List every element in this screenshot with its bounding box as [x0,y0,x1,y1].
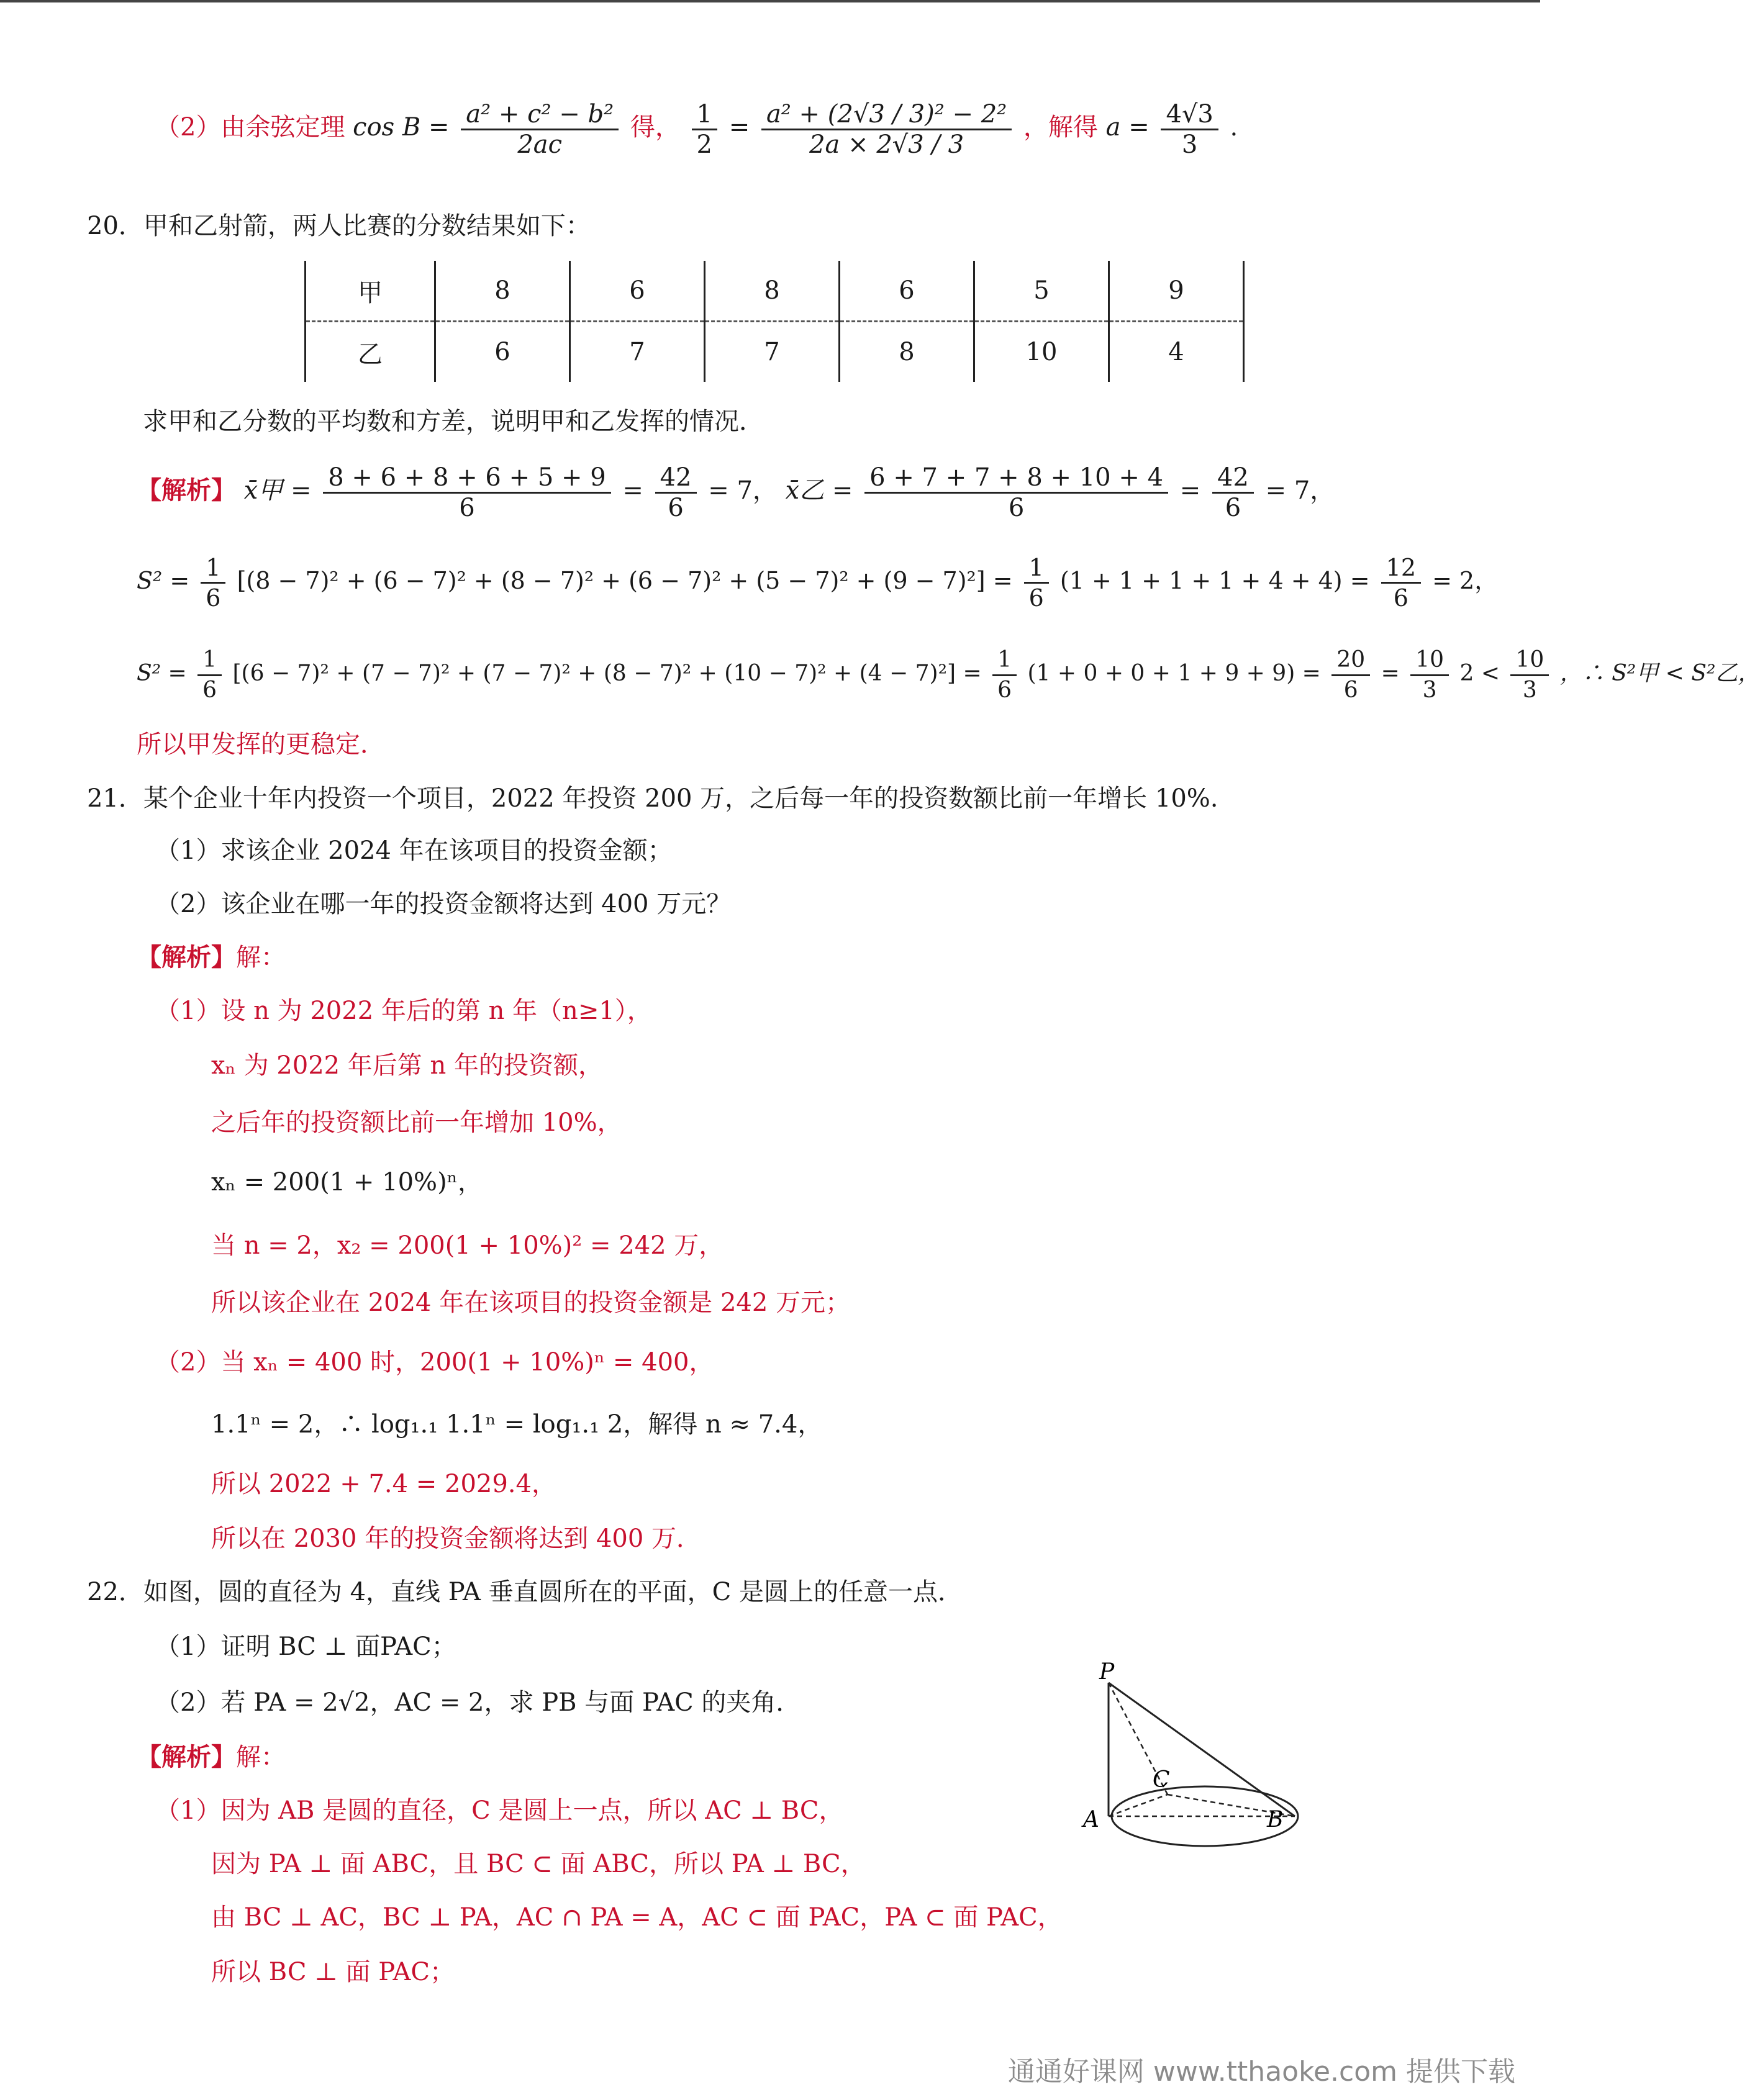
q21-s9: 所以 2022 + 7.4 = 2029.4， [211,1470,556,1498]
q22-s3: 由 BC ⊥ AC，BC ⊥ PA，AC ∩ PA = A，AC ⊂ 面 PAC，PA ⊂ 面 PAC， [211,1903,1063,1932]
sub-fraction [761,100,1012,159]
one-sixth-den: 6 [1028,584,1044,612]
score-cell: 8 [705,261,840,322]
q20-var-yi-line: S² = $\frac{1}{6}$ [(6 − 7)² + (7 − 7)² + (7 − 7)² + (8 − 7)² + (10 − 7)² + (4 − 7)²] = $\frac{1}{6}$ (1 + 0 + 0 + 1 + 9 + 9) = $\frac{20}{6}$ = $\frac{10}{3}$ 2 < $\frac{10}{3}$ ，∴ S²甲 < S²乙， [137,640,1760,708]
var-jia-den: 6 [1393,584,1408,612]
var-yi-lhs: S² = [137,661,187,686]
mean-jia-frac [323,463,610,522]
label-B: B [1267,1807,1284,1832]
mean-jia-mid-num: 42 [655,463,697,494]
q20-question: 求甲和乙分数的平均数和方差，说明甲和乙发挥的情况． [143,407,764,436]
half-fraction [692,100,717,159]
cos-num: a² + c² − b² [461,100,619,130]
var-yi-sum: (1 + 0 + 0 + 1 + 9 + 9) = [1027,661,1321,686]
cos-lhs: cos B = [353,113,450,142]
score-cell: 6 [570,261,705,322]
mean-jia-mid-den: 6 [668,493,684,522]
top-rule [0,0,1540,2]
mean-jia-num: 8 + 6 + 8 + 6 + 5 + 9 [323,463,610,494]
q22-s4: 所以 BC ⊥ 面 PAC； [211,1958,455,1986]
one-sixth-num: 1 [1024,553,1049,584]
q20-means-line: 【解析】 x̄甲 = $\frac{8 + 6 + 8 + 6 + 5 + 9}{6}$ = $\frac{42}{6}$ = 7， x̄乙 = $\frac{6 + 7 + 7 + 8 + 10 + 4}{6}$ = $\frac{42}{6}$ = 7， [137,463,1335,522]
sub-den: 2a × 2√3 / 3 [809,130,964,159]
mean-jia-den: 6 [459,493,475,522]
q22-part1: （1）证明 BC ⊥ 面PAC； [155,1632,456,1661]
mean-yi-num: 6 + 7 + 7 + 8 + 10 + 4 [864,463,1168,494]
mean-yi-lhs: x̄乙 = [785,476,853,505]
cos-den: 2ac [517,130,563,159]
half-den: 2 [696,130,712,159]
one-sixth-num: 1 [197,646,222,676]
one-sixth [201,553,225,612]
q21-part1: （1）求该企业 2024 年在该项目的投资金额； [155,836,673,865]
label-A: A [1083,1807,1099,1832]
solution-jie: 解： [236,943,286,972]
score-cell: 7 [570,322,705,382]
a-fraction [1161,100,1218,159]
score-cell: 10 [974,322,1109,382]
var-yi-cmp-den: 3 [1522,677,1537,703]
a-den: 3 [1181,130,1198,159]
var-jia-sum: (1 + 1 + 1 + 1 + 4 + 4) = [1059,567,1370,594]
var-yi-num2: 10 [1410,646,1449,676]
mean-yi-frac [864,463,1168,522]
q21-s6: 所以该企业在 2024 年在该项目的投资金额是 242 万元； [211,1288,851,1317]
row-label-jia: 甲 [306,261,435,322]
var-jia-body: [(8 − 7)² + (6 − 7)² + (8 − 7)² + (6 − 7)² + (5 − 7)² + (9 − 7)²] = [237,567,1013,594]
var-yi-cmp-frac [1510,646,1549,705]
one-sixth-den: 6 [997,677,1012,703]
q22-part2: （2）若 PA = 2√2，AC = 2，求 PB 与面 PAC 的夹角． [155,1688,801,1717]
table-row [306,322,1244,382]
q21-s2: xₙ 为 2022 年后第 n 年的投资额， [211,1051,603,1080]
end-dot: . [1230,113,1238,142]
q20-conclusion: 所以甲发挥的更稳定． [137,730,385,759]
q19-part2-line [155,62,1238,192]
cos-fraction [461,100,619,159]
mean-yi-den: 6 [1008,493,1025,522]
table-row [306,261,1244,322]
q21-s5: 当 n = 2，x₂ = 200(1 + 10%)² = 242 万， [211,1231,724,1260]
var-jia-res: = 2， [1432,567,1499,594]
q21-s8: 1.1ⁿ = 2，∴ log₁.₁ 1.1ⁿ = log₁.₁ 2，解得 n ≈ 7.4， [211,1410,823,1439]
var-yi-den2: 3 [1422,677,1437,703]
row-label-yi: 乙 [306,322,435,382]
q21-stem: 21．某个企业十年内投资一个项目，2022 年投资 200 万，之后每一年的投资数额比前一年增长 10%. [87,784,1218,813]
mean-yi-mid-frac [1212,463,1254,522]
score-table [304,261,1245,382]
q22-s1: （1）因为 AB 是圆的直径，C 是圆上一点，所以 AC ⊥ BC， [155,1796,844,1825]
score-cell: 6 [435,322,570,382]
mean-jia-mid-frac [655,463,697,522]
solution-jie: 解： [236,1743,286,1772]
one-sixth-num: 1 [992,646,1017,676]
watermark: 通通好课网 www.tthaoke.com 提供下载 [1007,2056,1515,2088]
a-num: 4√3 [1161,100,1218,130]
score-cell: 6 [840,261,974,322]
eq-sign: = [728,113,750,142]
score-cell: 4 [1109,322,1244,382]
score-cell: 9 [1109,261,1244,322]
label-P: P [1099,1659,1115,1685]
q19-prefix: （2）由余弦定理 [155,113,345,142]
q21-s3: 之后年的投资额比前一年增加 10%， [211,1108,622,1137]
one-sixth [992,646,1017,705]
score-cell: 8 [435,261,570,322]
var-yi-den1: 6 [1343,677,1358,703]
q21-part2: （2）该企业在哪一年的投资金额将达到 400 万元？ [155,890,732,918]
de-text: 得， [630,113,680,142]
var-jia-lhs: S² = [137,567,190,594]
mean-jia-lhs: x̄甲 = [243,476,312,505]
q21-solution-head [137,943,286,972]
jiede-text: ，解得 [1023,113,1098,142]
score-cell: 8 [840,322,974,382]
half-num: 1 [692,100,717,130]
var-yi-cmp-num: 10 [1510,646,1549,676]
one-sixth [1024,553,1049,612]
var-yi-frac1 [1331,646,1370,705]
var-yi-concl: ，∴ S²甲 < S²乙， [1559,661,1760,686]
one-sixth-den: 6 [206,584,221,612]
label-C: C [1153,1767,1170,1793]
score-cell: 5 [974,261,1109,322]
var-yi-num1: 20 [1331,646,1370,676]
q20-stem: 20．甲和乙射箭，两人比赛的分数结果如下： [87,212,591,240]
var-jia-frac [1381,553,1421,612]
mean-yi-mid-den: 6 [1225,493,1241,522]
q20-var-jia-line [137,546,1498,615]
sub-num: a² + (2√3 / 3)² − 2² [761,100,1012,130]
mean-yi-mid-num: 42 [1212,463,1254,494]
a-lhs: a = [1105,113,1150,142]
solution-tag: 【解析】 [137,1742,236,1772]
q21-s10: 所以在 2030 年的投资金额将达到 400 万． [211,1524,702,1553]
one-sixth-den: 6 [202,677,217,703]
mean-yi-res: = 7， [1265,476,1335,505]
q21-s4: xₙ = 200(1 + 10%)ⁿ， [211,1168,483,1197]
q22-s2: 因为 PA ⊥ 面 ABC，且 BC ⊂ 面 ABC，所以 PA ⊥ BC， [211,1850,866,1878]
var-yi-body: [(6 − 7)² + (7 − 7)² + (7 − 7)² + (8 − 7)² + (10 − 7)² + (4 − 7)²] = [232,661,982,686]
var-jia-num: 12 [1381,553,1421,584]
var-yi-cmp: 2 < [1459,661,1500,686]
q22-stem: 22．如图，圆的直径为 4，直线 PA 垂直圆所在的平面，C 是圆上的任意一点． [87,1578,963,1606]
q21-s7: （2）当 xₙ = 400 时，200(1 + 10%)ⁿ = 400， [155,1348,714,1377]
score-cell: 7 [705,322,840,382]
one-sixth [197,646,222,705]
var-yi-frac2 [1410,646,1449,705]
q21-s1: （1）设 n 为 2022 年后的第 n 年（n≥1）， [155,997,652,1025]
one-sixth-num: 1 [201,553,225,584]
solution-tag: 【解析】 [137,943,236,972]
cone-figure [1074,1659,1298,1863]
solution-tag: 【解析】 [137,476,236,505]
mean-jia-res: = 7， [708,476,778,505]
q22-solution-head [137,1742,286,1772]
